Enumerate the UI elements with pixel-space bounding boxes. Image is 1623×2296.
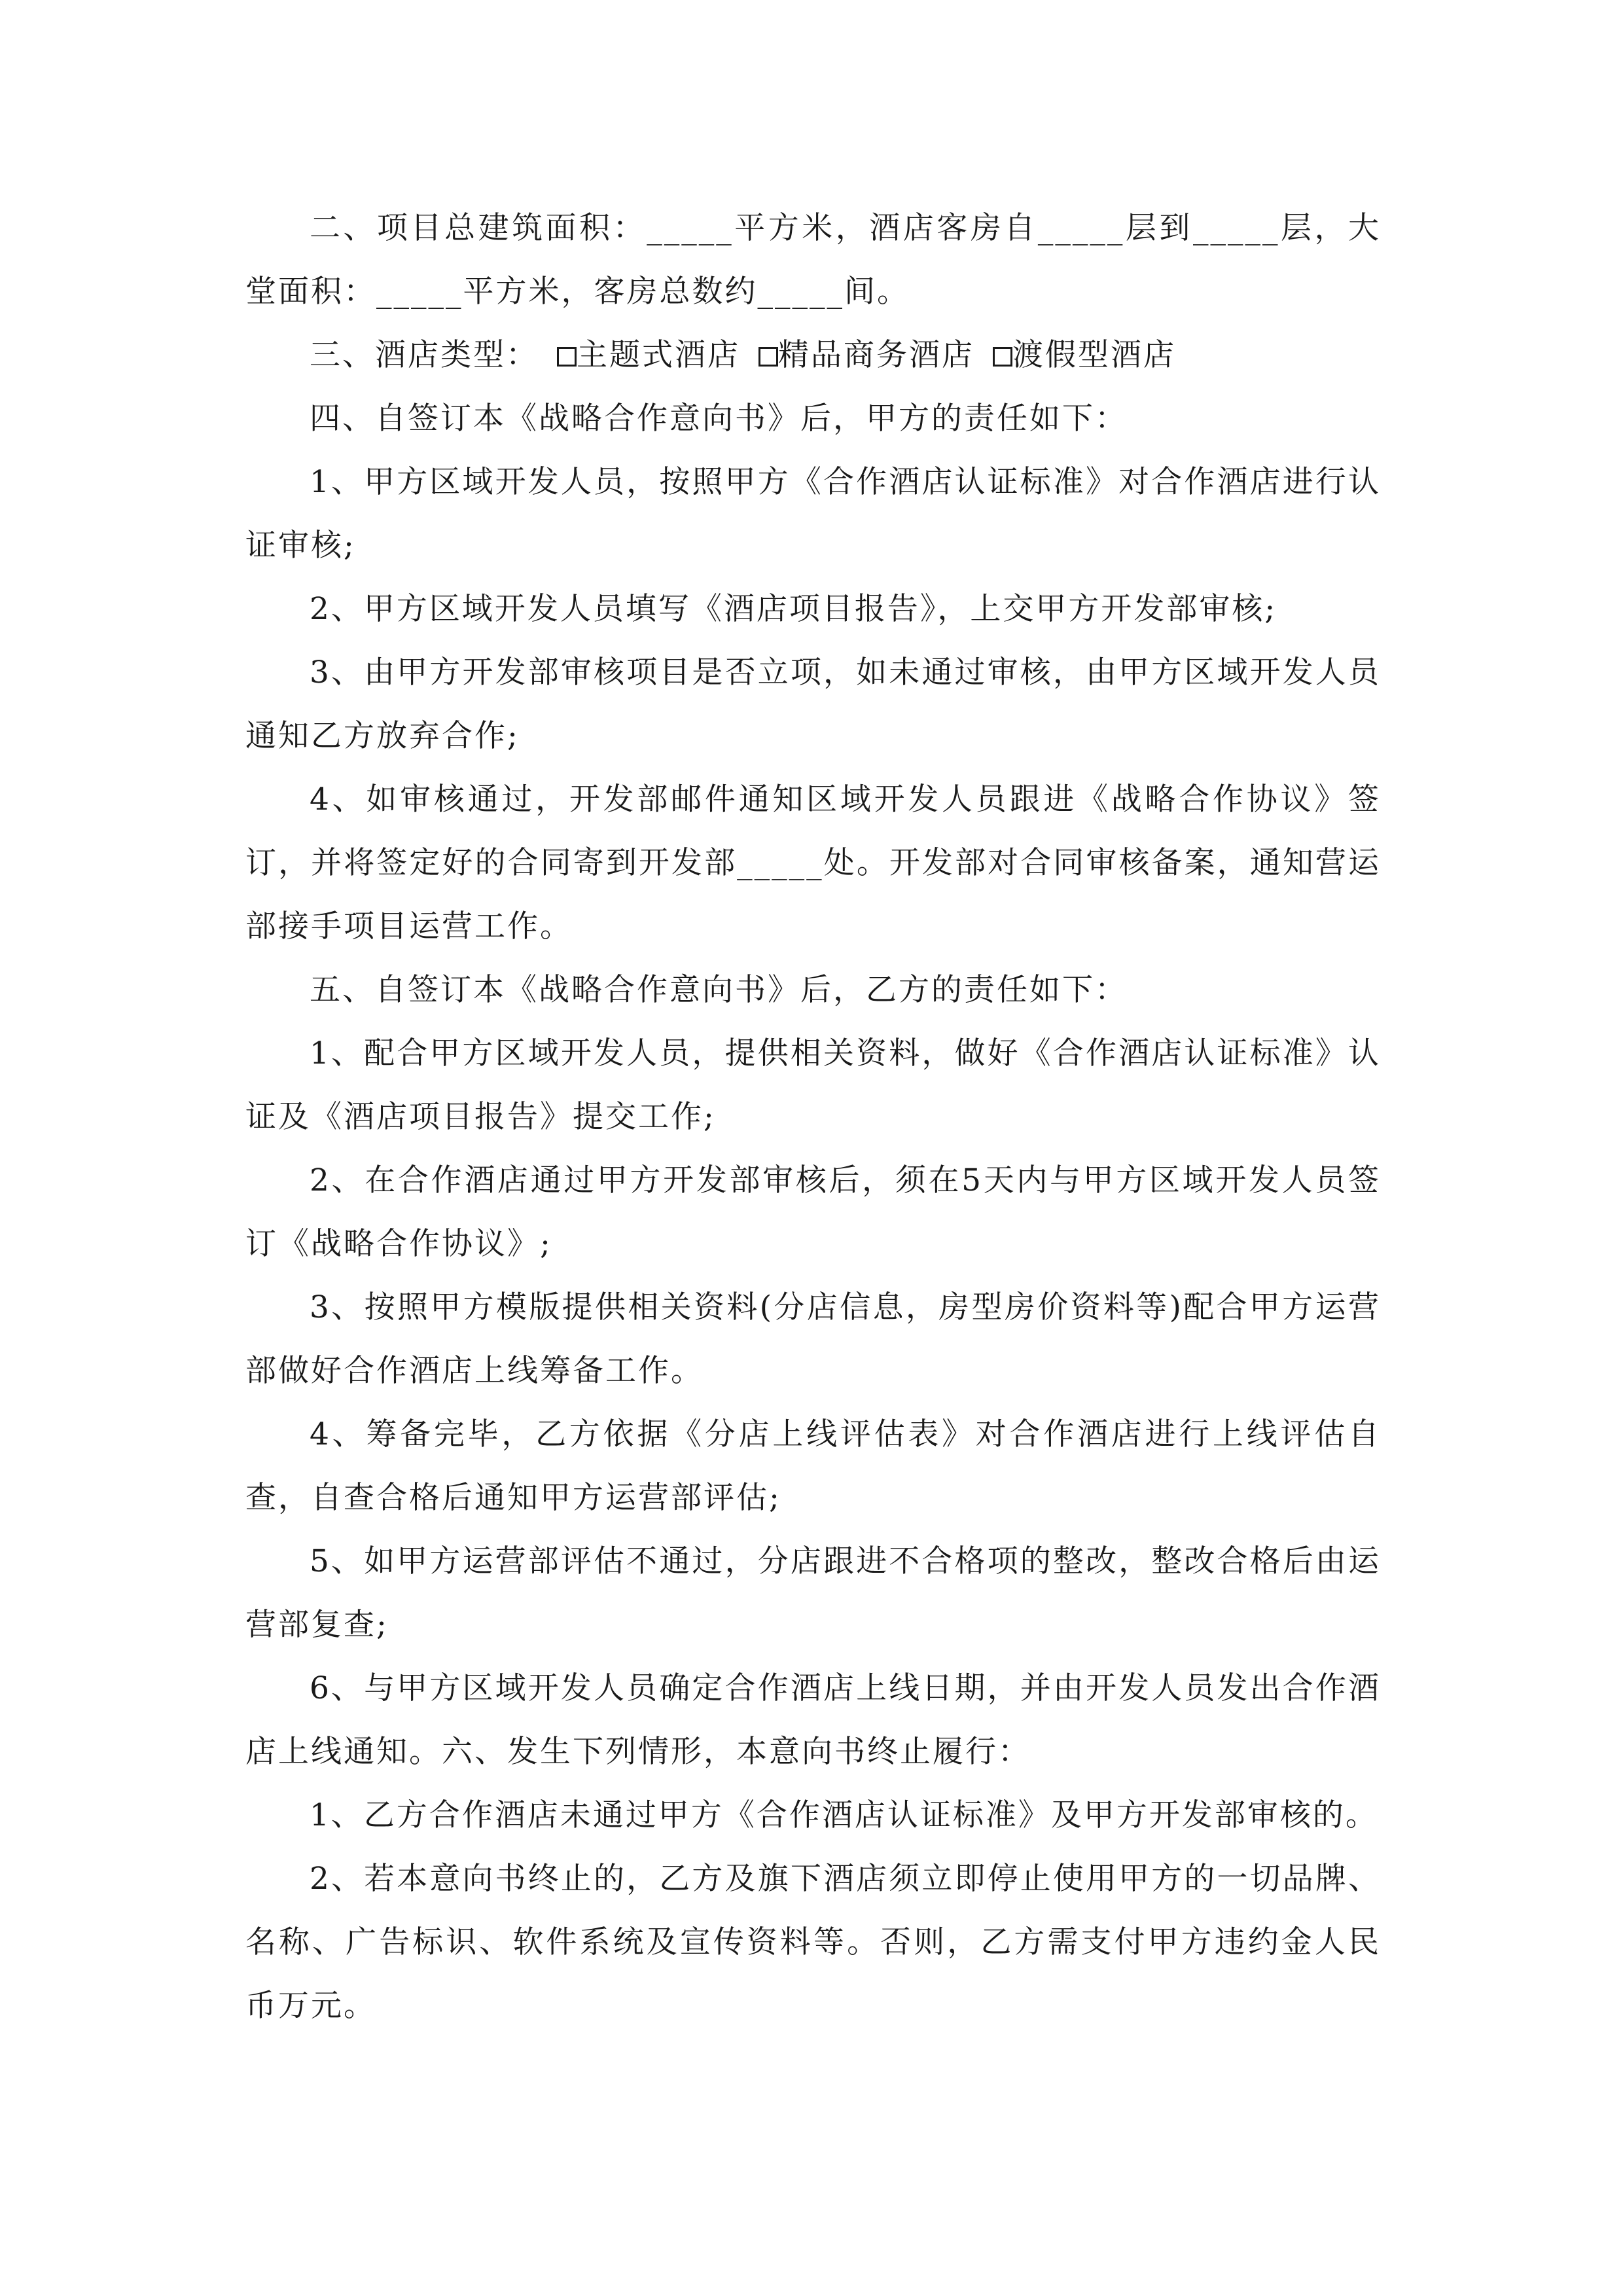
list-item: 1、配合甲方区域开发人员，提供相关资料，做好《合作酒店认证标准》认证及《酒店项目报告》提交工作; (245, 1035, 1381, 1135)
list-item: 4、如审核通过，开发部邮件通知区域开发人员跟进《战略合作协议》签订，并将签定好的合同寄到开发部_____处。开发部对合同审核备案，通知营运部接手项目运营工作。 (245, 781, 1381, 944)
checkbox-icon[interactable] (758, 347, 778, 367)
list-item: 3、由甲方开发部审核项目是否立项，如未通过审核，由甲方区域开发人员通知乙方放弃合作; (245, 655, 1381, 754)
hotel-type-option: 主题式酒店 (577, 337, 740, 373)
list-item: 6、与甲方区域开发人员确定合作酒店上线日期，并由开发人员发出合作酒店上线通知。六、发生下列情形，本意向书终止履行： (245, 1670, 1381, 1770)
list-item: 2、在合作酒店通过甲方开发部审核后，须在5天内与甲方区域开发人员签订《战略合作协议》; (245, 1162, 1381, 1262)
list-item: 1、乙方合作酒店未通过甲方《合作酒店认证标准》及甲方开发部审核的。 (310, 1797, 1378, 1833)
checkbox-icon[interactable] (557, 347, 577, 367)
section-heading-party-b: 五、自签订本《战略合作意向书》后，乙方的责任如下： (310, 972, 1128, 1008)
hotel-type-option: 渡假型酒店 (1012, 337, 1176, 373)
hotel-type-label: 三、酒店类型： (310, 337, 539, 373)
hotel-type-option: 精品商务酒店 (778, 337, 974, 373)
list-item: 5、如甲方运营部评估不通过，分店跟进不合格项的整改，整改合格后由运营部复查; (245, 1543, 1381, 1643)
document-page (245, 196, 1381, 2037)
list-item: 2、甲方区域开发人员填写《酒店项目报告》，上交甲方开发部审核; (310, 591, 1277, 627)
paragraph-hotel-type (245, 323, 1381, 387)
list-item: 2、若本意向书终止的，乙方及旗下酒店须立即停止使用甲方的一切品牌、名称、广告标识、软件系统及宣传资料等。否则，乙方需支付甲方违约金人民币万元。 (245, 1861, 1381, 2024)
checkbox-icon[interactable] (993, 347, 1012, 367)
list-item: 3、按照甲方模版提供相关资料(分店信息，房型房价资料等)配合甲方运营部做好合作酒店上线筹备工作。 (245, 1289, 1381, 1389)
paragraph-area: 二、项目总建筑面积：_____平方米，酒店客房自_____层到_____层，大堂面积：_____平方米，客房总数约_____间。 (245, 210, 1381, 310)
list-item: 1、甲方区域开发人员，按照甲方《合作酒店认证标准》对合作酒店进行认证审核; (245, 464, 1381, 564)
section-heading-party-a: 四、自签订本《战略合作意向书》后，甲方的责任如下： (310, 401, 1128, 437)
list-item: 4、筹备完毕，乙方依据《分店上线评估表》对合作酒店进行上线评估自查，自查合格后通知甲方运营部评估; (245, 1416, 1381, 1516)
